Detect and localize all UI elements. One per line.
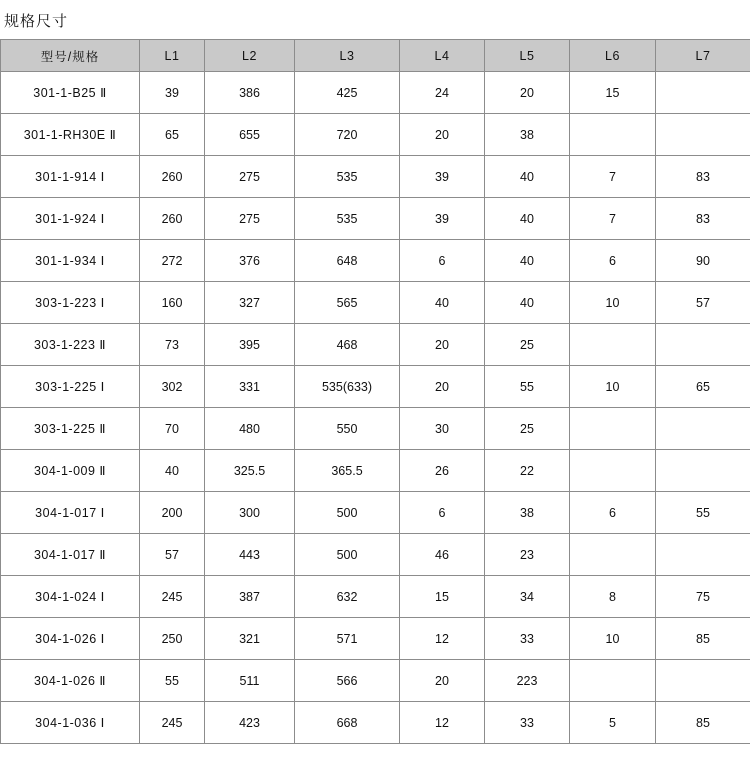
cell-l1: 250 [140,618,205,660]
cell-l1: 245 [140,702,205,744]
cell-l2: 655 [205,114,295,156]
cell-l7: 85 [656,618,750,660]
cell-l1: 39 [140,72,205,114]
cell-l7 [656,324,750,366]
table-header [1,40,750,72]
cell-model: 303-1-225 Ⅱ [1,408,140,450]
cell-l6: 10 [570,366,656,408]
cell-l5: 25 [485,324,570,366]
cell-model: 304-1-036 Ⅰ [1,702,140,744]
cell-model: 304-1-026 Ⅱ [1,660,140,702]
cell-l6: 10 [570,618,656,660]
cell-l5: 23 [485,534,570,576]
column-header-l6: L6 [570,40,656,72]
cell-l3: 550 [295,408,400,450]
cell-l3: 535 [295,156,400,198]
cell-l6: 7 [570,198,656,240]
cell-l5: 223 [485,660,570,702]
cell-l6: 6 [570,240,656,282]
table-row [1,450,750,492]
cell-l6 [570,408,656,450]
cell-l3: 365.5 [295,450,400,492]
cell-l4: 20 [400,660,485,702]
cell-l2: 386 [205,72,295,114]
cell-l2: 275 [205,198,295,240]
cell-l1: 200 [140,492,205,534]
cell-l7 [656,450,750,492]
cell-model: 304-1-026 Ⅰ [1,618,140,660]
cell-l6: 15 [570,72,656,114]
cell-model: 304-1-024 Ⅰ [1,576,140,618]
cell-l7 [656,72,750,114]
cell-l2: 395 [205,324,295,366]
cell-l7: 65 [656,366,750,408]
cell-l5: 38 [485,114,570,156]
cell-l7 [656,114,750,156]
cell-l7 [656,408,750,450]
cell-l3: 500 [295,534,400,576]
table-row [1,282,750,324]
cell-l3: 720 [295,114,400,156]
cell-l7 [656,534,750,576]
cell-l3: 500 [295,492,400,534]
column-header-l4: L4 [400,40,485,72]
cell-l3: 468 [295,324,400,366]
table-row [1,366,750,408]
cell-model: 303-1-223 Ⅱ [1,324,140,366]
cell-l1: 55 [140,660,205,702]
table-row [1,156,750,198]
cell-l6: 8 [570,576,656,618]
cell-l3: 535(633) [295,366,400,408]
cell-l4: 6 [400,492,485,534]
cell-l1: 40 [140,450,205,492]
cell-l6: 6 [570,492,656,534]
cell-l1: 70 [140,408,205,450]
cell-l5: 40 [485,156,570,198]
cell-l2: 327 [205,282,295,324]
cell-l5: 33 [485,702,570,744]
cell-l7: 83 [656,156,750,198]
cell-l7: 90 [656,240,750,282]
cell-l6 [570,114,656,156]
cell-l4: 40 [400,282,485,324]
cell-l7: 57 [656,282,750,324]
cell-l6: 10 [570,282,656,324]
cell-l5: 20 [485,72,570,114]
cell-l2: 480 [205,408,295,450]
cell-model: 303-1-225 Ⅰ [1,366,140,408]
cell-l2: 511 [205,660,295,702]
cell-l4: 20 [400,114,485,156]
cell-l5: 34 [485,576,570,618]
cell-l4: 24 [400,72,485,114]
cell-l4: 39 [400,156,485,198]
cell-l5: 40 [485,240,570,282]
cell-l4: 6 [400,240,485,282]
cell-l1: 302 [140,366,205,408]
cell-model: 304-1-017 Ⅰ [1,492,140,534]
column-header-l3: L3 [295,40,400,72]
cell-l4: 12 [400,702,485,744]
cell-l3: 535 [295,198,400,240]
cell-l4: 20 [400,366,485,408]
table-row [1,408,750,450]
cell-l3: 668 [295,702,400,744]
cell-l4: 30 [400,408,485,450]
cell-l1: 73 [140,324,205,366]
column-header-l7: L7 [656,40,750,72]
cell-l2: 331 [205,366,295,408]
cell-l4: 12 [400,618,485,660]
cell-l7: 55 [656,492,750,534]
table-row [1,660,750,702]
cell-l6 [570,660,656,702]
cell-l5: 33 [485,618,570,660]
table-row [1,240,750,282]
specification-table [0,39,750,744]
cell-model: 301-1-924 Ⅰ [1,198,140,240]
cell-l7: 75 [656,576,750,618]
cell-l3: 632 [295,576,400,618]
cell-l6: 5 [570,702,656,744]
table-row [1,324,750,366]
cell-l2: 443 [205,534,295,576]
table-row [1,72,750,114]
cell-l5: 22 [485,450,570,492]
cell-model: 301-1-914 Ⅰ [1,156,140,198]
page-title: 规格尺寸 [4,13,69,30]
table-header-row [1,40,750,72]
cell-l1: 245 [140,576,205,618]
cell-l6: 7 [570,156,656,198]
cell-l4: 46 [400,534,485,576]
cell-l4: 15 [400,576,485,618]
table-row [1,492,750,534]
column-header-l5: L5 [485,40,570,72]
cell-model: 301-1-934 Ⅰ [1,240,140,282]
cell-model: 304-1-009 Ⅱ [1,450,140,492]
cell-l6 [570,450,656,492]
cell-l3: 425 [295,72,400,114]
cell-l2: 300 [205,492,295,534]
cell-model: 301-1-B25 Ⅱ [1,72,140,114]
cell-l6 [570,534,656,576]
column-header-l1: L1 [140,40,205,72]
cell-l4: 39 [400,198,485,240]
cell-l1: 160 [140,282,205,324]
table-row [1,114,750,156]
table-body [1,72,750,744]
cell-l1: 272 [140,240,205,282]
cell-l7: 85 [656,702,750,744]
table-row [1,576,750,618]
cell-l2: 387 [205,576,295,618]
cell-model: 301-1-RH30E Ⅱ [1,114,140,156]
cell-l7: 83 [656,198,750,240]
table-row [1,702,750,744]
cell-l3: 648 [295,240,400,282]
table-row [1,198,750,240]
cell-model: 304-1-017 Ⅱ [1,534,140,576]
cell-model: 303-1-223 Ⅰ [1,282,140,324]
cell-l1: 260 [140,198,205,240]
cell-l2: 325.5 [205,450,295,492]
cell-l1: 57 [140,534,205,576]
cell-l2: 321 [205,618,295,660]
cell-l4: 26 [400,450,485,492]
cell-l4: 20 [400,324,485,366]
cell-l3: 571 [295,618,400,660]
cell-l5: 25 [485,408,570,450]
cell-l1: 65 [140,114,205,156]
cell-l3: 566 [295,660,400,702]
cell-l3: 565 [295,282,400,324]
cell-l7 [656,660,750,702]
cell-l2: 275 [205,156,295,198]
cell-l5: 40 [485,198,570,240]
cell-l2: 423 [205,702,295,744]
cell-l6 [570,324,656,366]
cell-l1: 260 [140,156,205,198]
column-header-model: 型号/规格 [1,40,140,72]
cell-l2: 376 [205,240,295,282]
cell-l5: 40 [485,282,570,324]
table-row [1,534,750,576]
column-header-l2: L2 [205,40,295,72]
table-row [1,618,750,660]
cell-l5: 38 [485,492,570,534]
cell-l5: 55 [485,366,570,408]
